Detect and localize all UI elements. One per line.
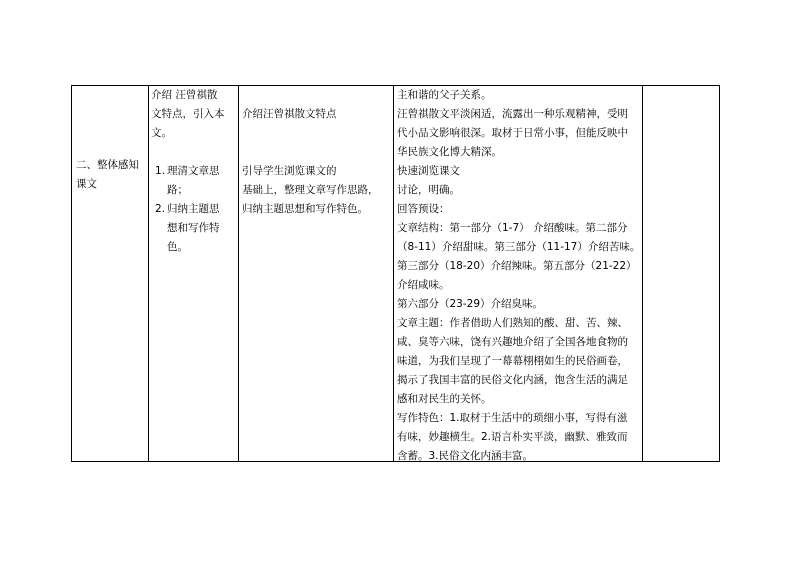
column-divider	[148, 86, 149, 461]
lesson-plan-table	[71, 85, 720, 462]
column-divider	[393, 86, 394, 461]
teacher-activity-title: 介绍汪曾祺散文特点	[242, 108, 337, 120]
list-item: 1. 理清文章思 路；	[155, 165, 220, 196]
intro-line: 文。	[151, 127, 172, 139]
column-divider	[238, 86, 239, 461]
intro-line: 文特点，引入本	[151, 108, 225, 120]
intro-line: 介绍 汪曾祺散	[151, 89, 218, 101]
list-item: 2. 归纳主题思 想和写作特 色。	[155, 203, 220, 253]
teacher-activity-cell: 引导学生浏览课文的 基础上，整理文章写作思路， 归纳主题思想和写作特色。	[242, 165, 379, 215]
section-title: 二、整体感知课文	[76, 159, 139, 190]
student-activity-cell: 主和谐的父子关系。 汪曾祺散文平淡闲适，流露出一种乐观精神，受明 代小品文影响很深。取材于日常小事，但能反映中 华民族文化博大精深。 快速浏览课文 讨论，明确。 回答预设： 文章结构：第一部分（1-7） 介绍酸味。第二部分 （8-11）介绍甜味。第三部分（11-17）介绍苦味。 第三部分（18-20）介绍辣味。第五部分（21-22） 介绍咸味。 第六部分（23-29）介绍臭味。 文章主题：作者借助人们熟知的酸、甜、苦、辣、 咸、臭等六味，饶有兴趣地介绍了全国各地食物的 味道，为我们呈现了一幕幕栩栩如生的民俗画卷， 揭示了我国丰富的民俗文化内涵，饱含生活的满足 感和对民生的关怀。 写作特色：1.取材于生活中的琐细小事，写得有滋 有味，妙趣横生。2.语言朴实平淡，幽默、雅致而 含蓄。3.民俗文化内涵丰富。	[397, 89, 641, 462]
teaching-steps-cell	[151, 86, 236, 257]
